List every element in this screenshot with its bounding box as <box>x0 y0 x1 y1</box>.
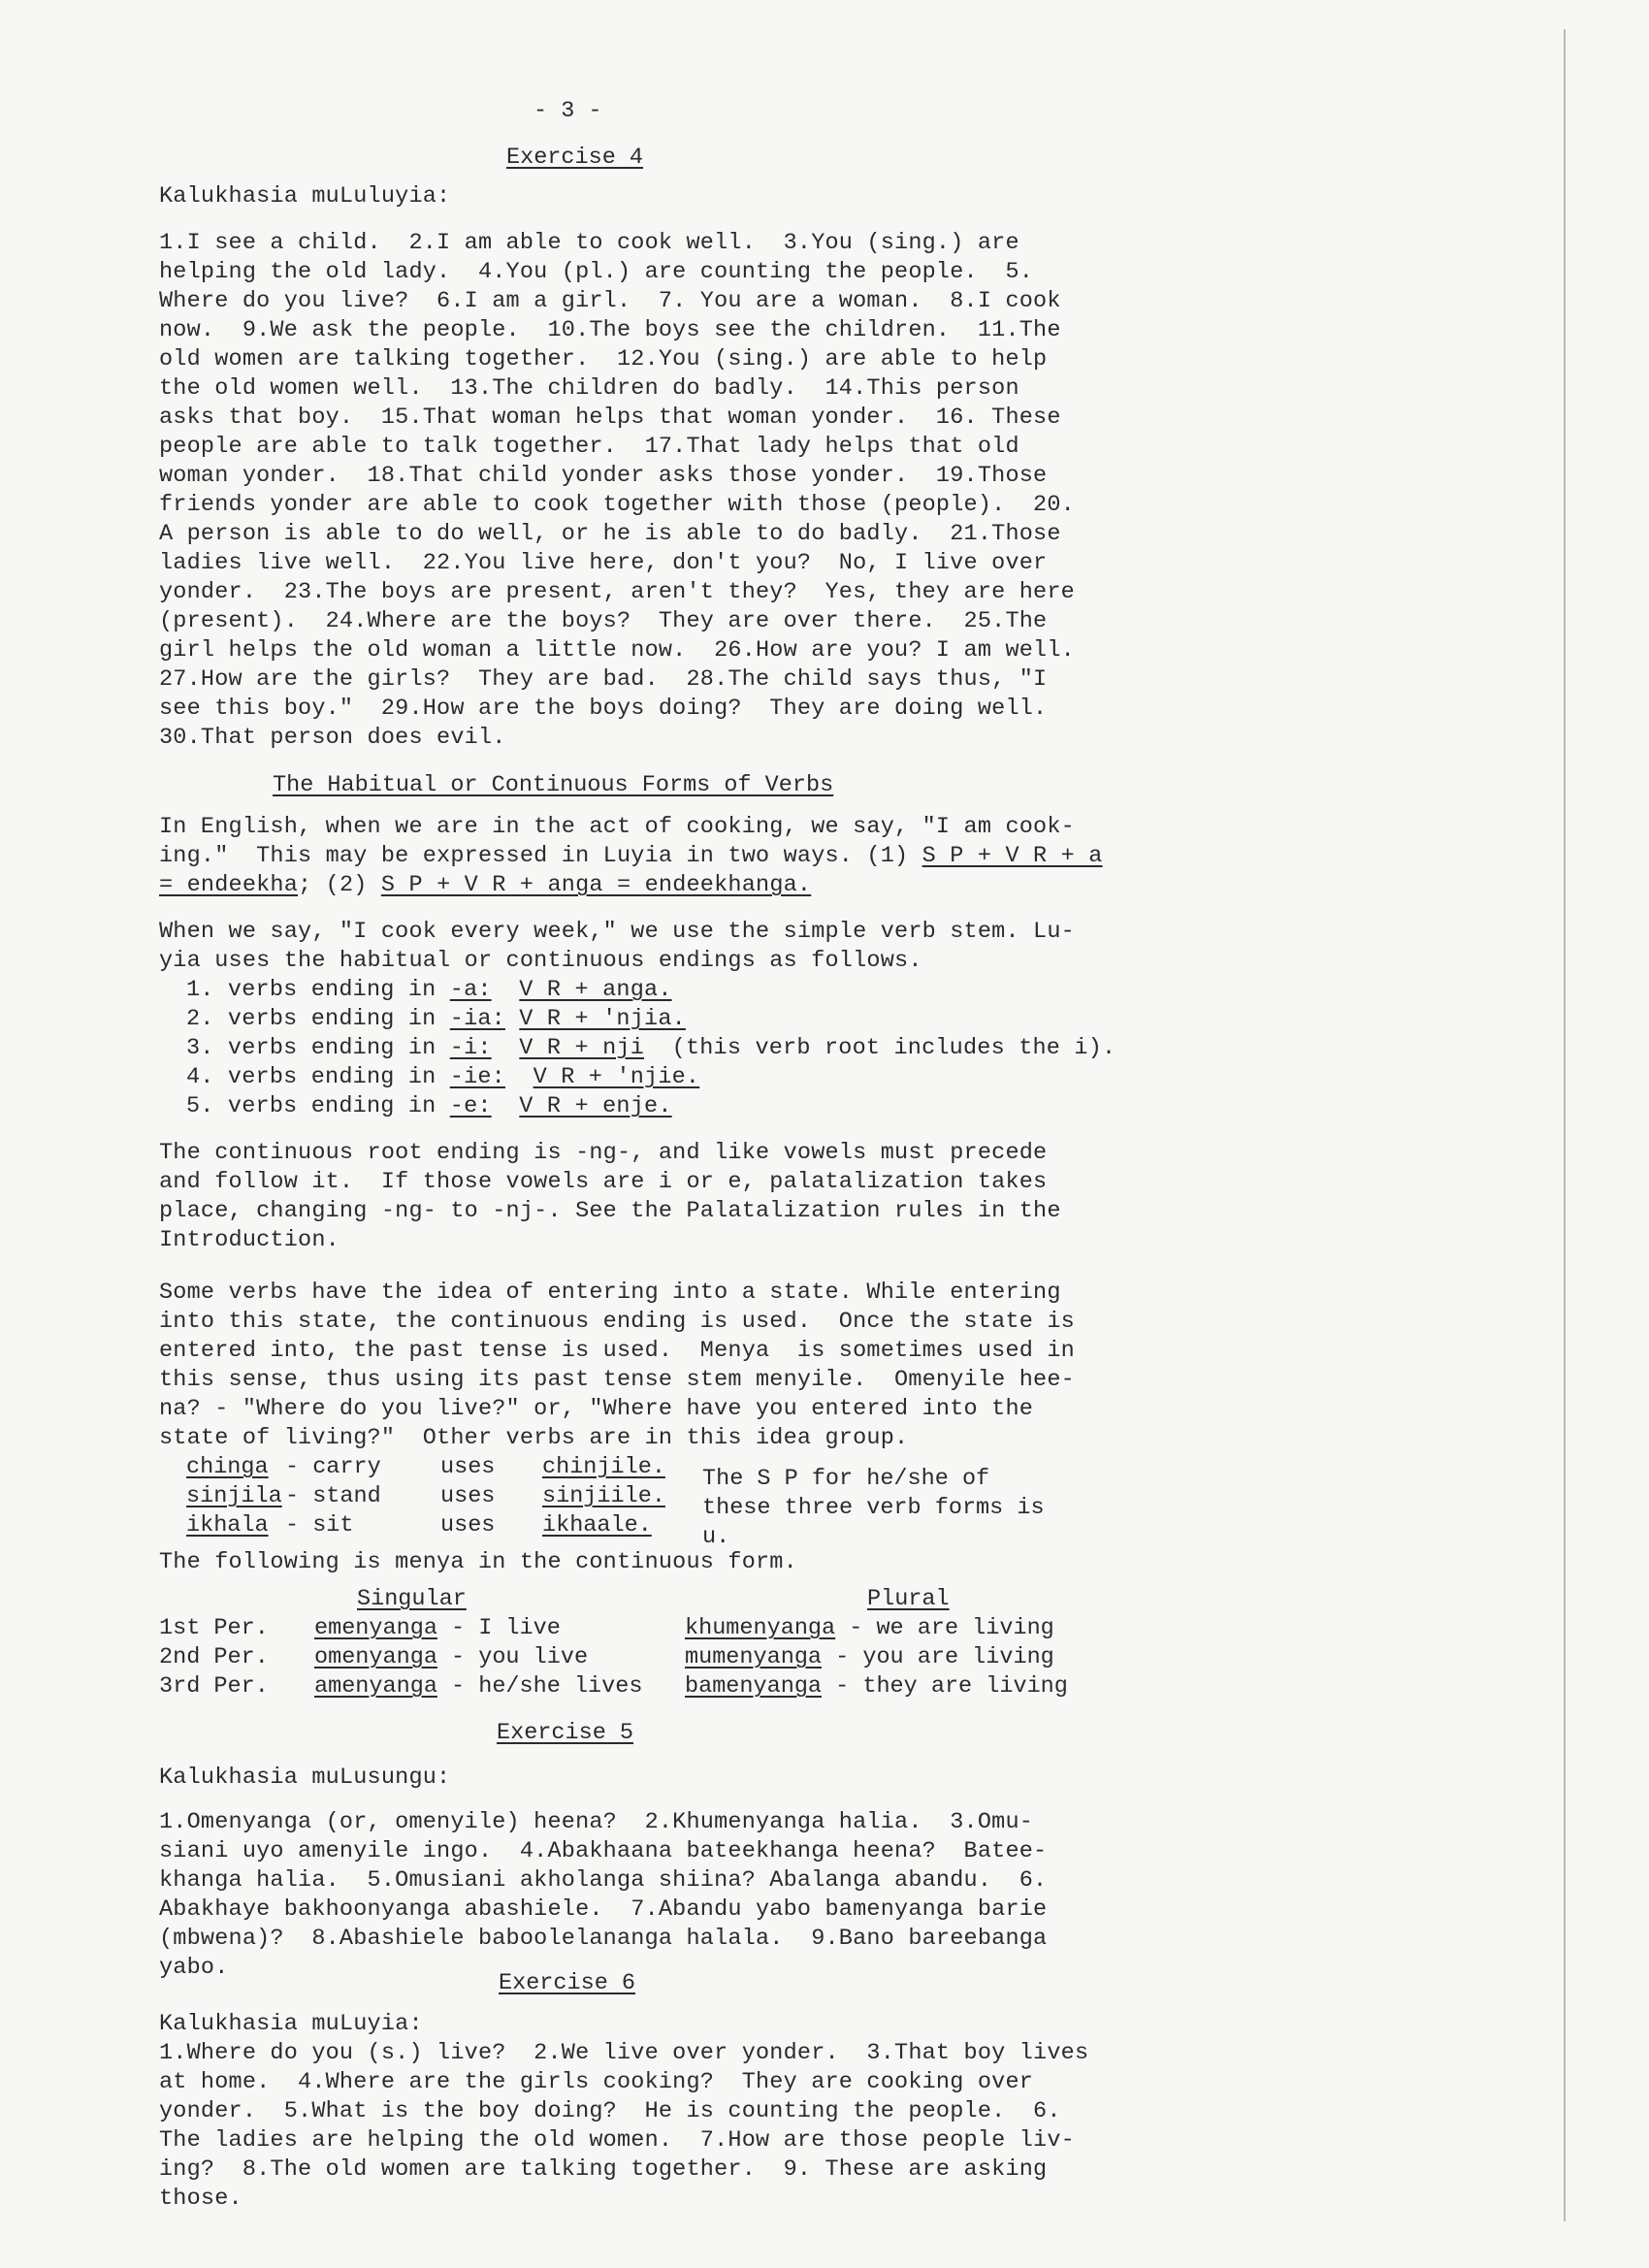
text-line: khanga halia. 5.Omusiani akholanga shiina? Abalanga abandu. 6. <box>159 1867 1048 1894</box>
text-line: see this boy." 29.How are the boys doing? They are doing well. <box>159 696 1048 722</box>
text-line: Some verbs have the idea of entering into a state. While entering <box>159 1280 1061 1306</box>
person-label: 1st Per. <box>159 1615 269 1641</box>
text-line: yonder. 23.The boys are present, aren't they? Yes, they are here <box>159 579 1075 605</box>
text-line <box>159 842 1103 871</box>
text-line: A person is able to do well, or he is able to do badly. 21.Those <box>159 521 1061 547</box>
text-line <box>159 871 811 900</box>
text-line: helping the old lady. 4.You (pl.) are counting the people. 5. <box>159 259 1034 285</box>
person-label: 3rd Per. <box>159 1673 269 1700</box>
exercise-5-instruction: Kalukhasia muLusungu: <box>159 1765 451 1791</box>
text-line: old women are talking together. 12.You (sing.) are able to help <box>159 346 1048 373</box>
rule-item: 1. verbs ending in -a: V R + anga. <box>186 977 672 1003</box>
sp-note-line: u. <box>702 1524 730 1550</box>
text-line: The continuous root ending is -ng-, and like vowels must precede <box>159 1140 1048 1166</box>
text-line: this sense, thus using its past tense stem menyile. Omenyile hee- <box>159 1367 1075 1393</box>
text-line: Where do you live? 6.I am a girl. 7. You are a woman. 8.I cook <box>159 288 1061 314</box>
page-number: - 3 - <box>534 98 602 124</box>
text-line: girl helps the old woman a little now. 26.How are you? I am well. <box>159 637 1075 664</box>
singular-form: emenyanga - I live <box>314 1615 561 1641</box>
text-line: Introduction. <box>159 1227 340 1253</box>
verb: ikhala <box>186 1512 269 1539</box>
past-form: chinjile. <box>542 1454 665 1480</box>
text-line: friends yonder are able to cook together with those (people). 20. <box>159 492 1075 518</box>
text-span: ; (2) <box>298 872 381 898</box>
text-line: into this state, the continuous ending is used. Once the state is <box>159 1309 1075 1335</box>
plural-form: bamenyanga - they are living <box>685 1673 1068 1700</box>
gloss: - stand <box>285 1483 381 1509</box>
uses: uses <box>440 1512 496 1539</box>
gloss: - carry <box>285 1454 381 1480</box>
rule-item: 4. verbs ending in -ie: V R + 'njie. <box>186 1064 700 1090</box>
rule-item: 3. verbs ending in -i: V R + nji (this verb root includes the i). <box>186 1035 1116 1061</box>
text-line: place, changing -ng- to -nj-. See the Palatalization rules in the <box>159 1198 1061 1224</box>
text-line: 1.Where do you (s.) live? 2.We live over yonder. 3.That boy lives <box>159 2040 1089 2066</box>
conjugation-table <box>159 1585 1129 1711</box>
exercise-5-title: Exercise 5 <box>497 1720 634 1746</box>
text-line: When we say, "I cook every week," we use the simple verb stem. Lu- <box>159 919 1075 945</box>
text-line: (mbwena)? 8.Abashiele baboolelananga halala. 9.Bano bareebanga <box>159 1926 1048 1952</box>
plural-form: khumenyanga - we are living <box>685 1615 1054 1641</box>
text-line: those. <box>159 2186 242 2212</box>
uses: uses <box>440 1483 496 1509</box>
exercise-6-instruction: Kalukhasia muLuyia: <box>159 2011 423 2037</box>
text-line: 30.That person does evil. <box>159 725 506 751</box>
singular-form: omenyanga - you live <box>314 1644 589 1670</box>
text-line: na? - "Where do you live?" or, "Where have you entered into the <box>159 1396 1034 1422</box>
uses: uses <box>440 1454 496 1480</box>
page-edge-line <box>1564 29 1566 2221</box>
rule-item: 2. verbs ending in -ia: V R + 'njia. <box>186 1006 686 1032</box>
text-line: The following is menya in the continuous form. <box>159 1549 797 1575</box>
text-line: the old women well. 13.The children do badly. 14.This person <box>159 375 1019 402</box>
formula: = endeekha <box>159 872 299 898</box>
text-line: The ladies are helping the old women. 7.How are those people liv- <box>159 2127 1075 2154</box>
sp-note-line: The S P for he/she of <box>702 1466 990 1492</box>
plural-label: Plural <box>867 1586 950 1612</box>
formula: S P + V R + a <box>922 843 1103 869</box>
text-line: yabo. <box>159 1955 229 1981</box>
text-line: 1.Omenyanga (or, omenyile) heena? 2.Khumenyanga halia. 3.Omu- <box>159 1809 1034 1835</box>
text-line: now. 9.We ask the people. 10.The boys see the children. 11.The <box>159 317 1061 343</box>
gloss: - sit <box>285 1512 354 1539</box>
person-label: 2nd Per. <box>159 1644 269 1670</box>
text-line: woman yonder. 18.That child yonder asks those yonder. 19.Those <box>159 463 1048 489</box>
text-line: yia uses the habitual or continuous endings as follows. <box>159 948 922 974</box>
text-line: siani uyo amenyile ingo. 4.Abakhaana bateekhanga heena? Batee- <box>159 1838 1048 1864</box>
verb: sinjila <box>186 1483 282 1509</box>
text-line: entered into, the past tense is used. Menya is sometimes used in <box>159 1338 1075 1364</box>
text-line: at home. 4.Where are the girls cooking? They are cooking over <box>159 2069 1034 2095</box>
exercise-4-instruction: Kalukhasia muLuluyia: <box>159 183 451 210</box>
singular-label: Singular <box>357 1586 467 1612</box>
text-line: yonder. 5.What is the boy doing? He is counting the people. 6. <box>159 2098 1061 2124</box>
text-span: ing." This may be expressed in Luyia in two ways. (1) <box>159 843 922 869</box>
text-line: In English, when we are in the act of cooking, we say, "I am cook- <box>159 814 1075 840</box>
text-line: ing? 8.The old women are talking together. 9. These are asking <box>159 2156 1048 2183</box>
verb-table <box>159 1453 1129 1550</box>
plural-form: mumenyanga - you are living <box>685 1644 1054 1670</box>
formula: S P + V R + anga = endeekhanga. <box>380 872 812 898</box>
text-line: 27.How are the girls? They are bad. 28.The child says thus, "I <box>159 666 1048 693</box>
text-line: Abakhaye bakhoonyanga abashiele. 7.Abandu yabo bamenyanga barie <box>159 1896 1048 1923</box>
text-line: 1.I see a child. 2.I am able to cook well. 3.You (sing.) are <box>159 230 1019 256</box>
past-form: sinjiile. <box>542 1483 665 1509</box>
text-line: people are able to talk together. 17.That lady helps that old <box>159 434 1019 460</box>
past-form: ikhaale. <box>542 1512 652 1539</box>
sp-note-line: these three verb forms is <box>702 1495 1045 1521</box>
text-line: asks that boy. 15.That woman helps that woman yonder. 16. These <box>159 405 1061 431</box>
verb: chinga <box>186 1454 269 1480</box>
text-line: state of living?" Other verbs are in this idea group. <box>159 1425 909 1451</box>
text-line: ladies live well. 22.You live here, don't you? No, I live over <box>159 550 1048 576</box>
exercise-4-title: Exercise 4 <box>506 145 644 171</box>
exercise-6-title: Exercise 6 <box>499 1970 636 1996</box>
text-line: and follow it. If those vowels are i or e, palatalization takes <box>159 1169 1048 1195</box>
habitual-heading: The Habitual or Continuous Forms of Verbs <box>273 772 834 798</box>
rule-item: 5. verbs ending in -e: V R + enje. <box>186 1093 672 1119</box>
text-line: (present). 24.Where are the boys? They are over there. 25.The <box>159 608 1048 634</box>
singular-form: amenyanga - he/she lives <box>314 1673 643 1700</box>
